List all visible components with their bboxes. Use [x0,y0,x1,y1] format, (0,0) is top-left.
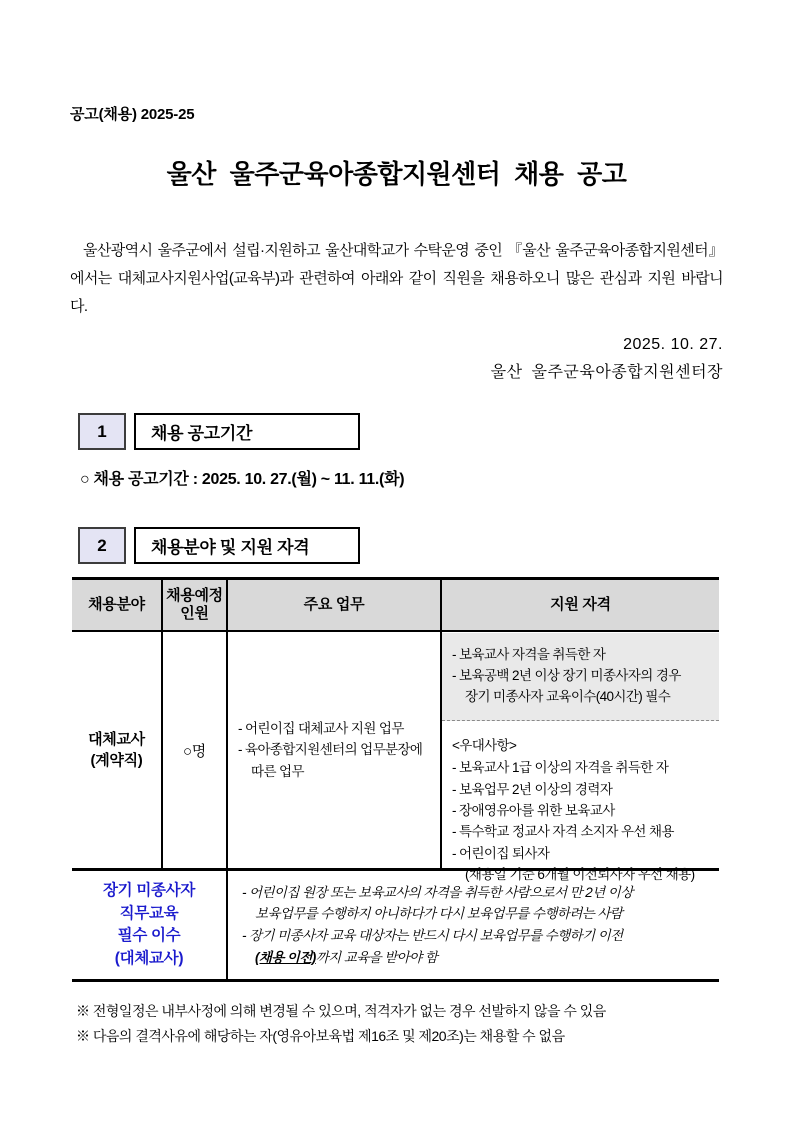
section-1-header [78,413,723,450]
education-label: 장기 미종사자 직무교육 필수 이수 (대체교사) [102,882,196,967]
qual-item: - 보육공백 2년 이상 장기 미종사자의 경우 장기 미종사자 교육이수(40시간) 필수 [452,668,681,705]
section-1-title: 채용 공고기간 [134,413,360,450]
preferred-item: - 장애영유아를 위한 보육교사 [452,803,615,818]
page-title: 울산 울주군육아종합지원센터 채용 공고 [166,159,627,189]
education-item-suffix: 까지 교육을 받아야 함 [315,950,438,966]
announcement-date: 2025. 10. 27. [623,336,723,354]
footnotes [76,999,723,1049]
preferred-item: - 보육교사 1급 이상의 자격을 취득한 자 [452,760,669,776]
cell-field: 대체교사 (계약직) [72,631,162,870]
preferred-item: - 보육업무 2년 이상의 경력자 [452,781,613,797]
footnote: ※ 전형일정은 내부사정에 의해 변경될 수 있으며, 적격자가 없는 경우 선발하지 않을 수 있음 [76,1003,606,1020]
cell-count: ○명 [162,631,227,870]
education-item-text: - 장기 미종사자 교육 대상자는 반드시 다시 보육업무를 수행하기 이전 [242,928,623,944]
qual-item: - 보육교사 자격을 취득한 자 [452,647,606,663]
education-row [72,870,719,981]
table-header-row [72,579,719,632]
qualification-wrapper [442,633,719,882]
header-cell-field: 채용분야 [72,579,162,632]
preferred-item: - 특수학교 정교사 자격 소지자 우선 채용 [452,824,674,840]
qualification-preferred-block [442,721,719,893]
duty-item: - 육아종합지원센터의 업무분장에 따른 업무 [238,742,423,780]
section-2-number-badge: 2 [78,527,126,564]
doc-number: 공고(채용) 2025-25 [70,106,195,123]
header-cell-count: 채용예정 인원 [162,579,227,632]
education-item [242,925,715,969]
intro-paragraph: 울산광역시 울주군에서 설립·지원하고 울산대학교가 수탁운영 중인 『울산 울주군육아종합지원센터』에서는 대체교사지원사업(교육부)과 관련하여 아래와 같이 직원을 채용하오니 많은 관심과 지원 바랍니다. [70,242,723,315]
cell-qualification [441,631,719,882]
preferred-item: - 어린이집 퇴사자 (채용일 기준 6개월 이전퇴사자 우선 채용) [452,845,695,882]
recruitment-table [72,577,719,982]
header-cell-duties: 주요 업무 [227,579,441,632]
preferred-heading: <우대사항> [452,738,517,754]
education-item: - 어린이집 원장 또는 보육교사의 자격을 취득한 사람으로서 만 2년 이상 보육업무를 수행하지 아니하다가 다시 보육업무를 수행하려는 사람 [242,884,633,922]
signer-line: 울산 울주군육아종합지원센터장 [490,364,723,382]
section-gap [126,413,134,450]
section-1-number-badge: 1 [78,413,126,450]
table-row [72,631,719,870]
qualification-required-block [442,633,719,721]
duty-item: - 어린이집 대체교사 지원 업무 [238,720,404,736]
section-gap [126,527,134,564]
section-2-header [78,527,723,564]
section-2-title: 채용분야 및 지원 자격 [134,527,360,564]
period-line: ○ 채용 공고기간 : 2025. 10. 27.(월) ~ 11. 11.(화) [80,471,405,489]
education-item-emphasis: (채용 이전) [255,950,316,966]
cell-duties [227,631,441,870]
footnote: ※ 다음의 결격사유에 해당하는 자(영유아보육법 제16조 및 제20조)는 채용할 수 없음 [76,1028,565,1045]
header-cell-qualification: 지원 자격 [441,579,719,632]
